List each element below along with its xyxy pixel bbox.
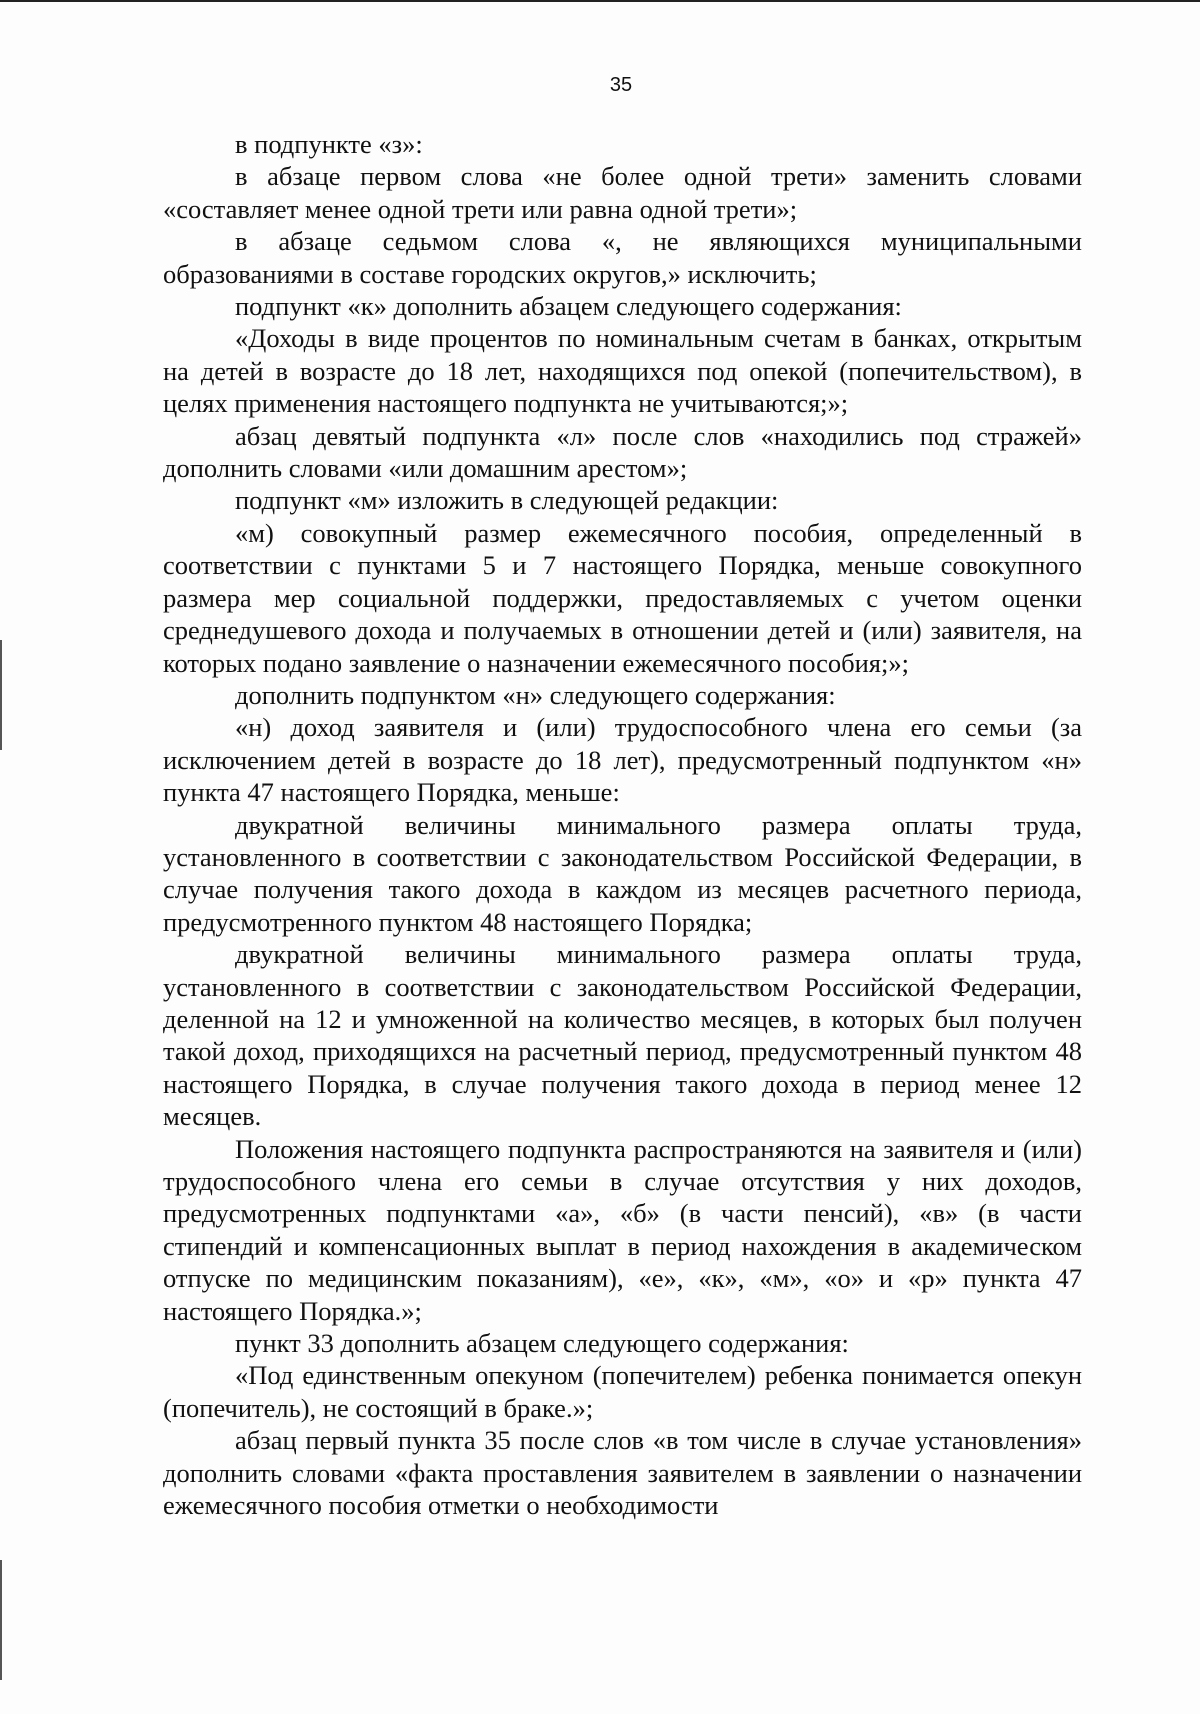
paragraph: подпункт «м» изложить в следующей редакции: xyxy=(235,485,779,516)
paragraph: в абзаце первом слова «не более одной трети» заменить словами «составляет менее одной трети или равна одной трети»; xyxy=(163,161,1082,224)
paragraph: подпункт «к» дополнить абзацем следующего содержания: xyxy=(235,291,902,322)
paragraph: дополнить подпунктом «н» следующего содержания: xyxy=(235,679,836,710)
page-number: 35 xyxy=(609,74,633,96)
paragraph: в абзаце седьмом слова «, не являющихся муниципальными образованиями в составе городских округов,» исключить; xyxy=(163,226,1082,289)
paragraph: в подпункте «з»: xyxy=(235,129,423,159)
document-body xyxy=(163,128,1082,1521)
paragraph: абзац девятый подпункта «л» после слов «находились под стражей» дополнить словами «или домашним арестом»; xyxy=(163,420,1082,484)
paragraph: двукратной величины минимального размера оплаты труда, установленного в соответствии с законодательством Российской Федерации, деленной на 12 и умноженной на количество месяцев, в которых был получен такой доход, приходящихся на расчетный период, предусмотренный пунктом 48 настоящего Порядка, в случае получения такого дохода в период менее 12 месяцев. xyxy=(163,939,1082,1132)
paragraph: «м) совокупный размер ежемесячного пособия, определенный в соответствии с пунктами 5 и 7 настоящего Порядка, меньше совокупного размера мер социальной поддержки, предоставляемых с учетом оценки среднедушевого дохода и получаемых в отношении детей и (или) заявителя, на которых подано заявление о назначении ежемесячного пособия;»; xyxy=(163,517,1082,678)
paragraph: двукратной величины минимального размера оплаты труда, установленного в соответствии с законодательством Российской Федерации, в случае получения такого дохода в каждом из месяцев расчетного периода, предусмотренного пунктом 48 настоящего Порядка; xyxy=(163,809,1082,937)
paragraph: «Доходы в виде процентов по номинальным счетам в банках, открытым на детей в возрасте до 18 лет, находящихся под опекой (попечительством), в целях применения настоящего подпункта не учитываются;»; xyxy=(163,323,1082,419)
paragraph: абзац первый пункта 35 после слов «в том числе в случае установления» дополнить словами «факта проставления заявителем в заявлении о назначении ежемесячного пособия отметки о необходимости xyxy=(163,1425,1082,1521)
paragraph: «Под единственным опекуном (попечителем) ребенка понимается опекун (попечитель), не состоящий в браке.»; xyxy=(163,1360,1082,1423)
paragraph: «н) доход заявителя и (или) трудоспособного члена его семьи (за исключением детей в возрасте до 18 лет), предусмотренный подпунктом «н» пункта 47 настоящего Порядка, меньше: xyxy=(163,712,1082,808)
scan-margin-mark xyxy=(0,640,2,750)
paragraph: пункт 33 дополнить абзацем следующего содержания: xyxy=(235,1328,849,1359)
paragraph: Положения настоящего подпункта распространяются на заявителя и (или) трудоспособного члена его семьи в случае отсутствия у них доходов, предусмотренных подпунктами «а», «б» (в части пенсий), «в» (в части стипендий и компенсационных выплат в период нахождения в академическом отпуске по медицинским показаниям), «е», «к», «м», «о» и «р» пункта 47 настоящего Порядка.»; xyxy=(163,1133,1082,1326)
scan-margin-mark xyxy=(0,1560,2,1680)
scan-top-edge xyxy=(0,0,1200,2)
